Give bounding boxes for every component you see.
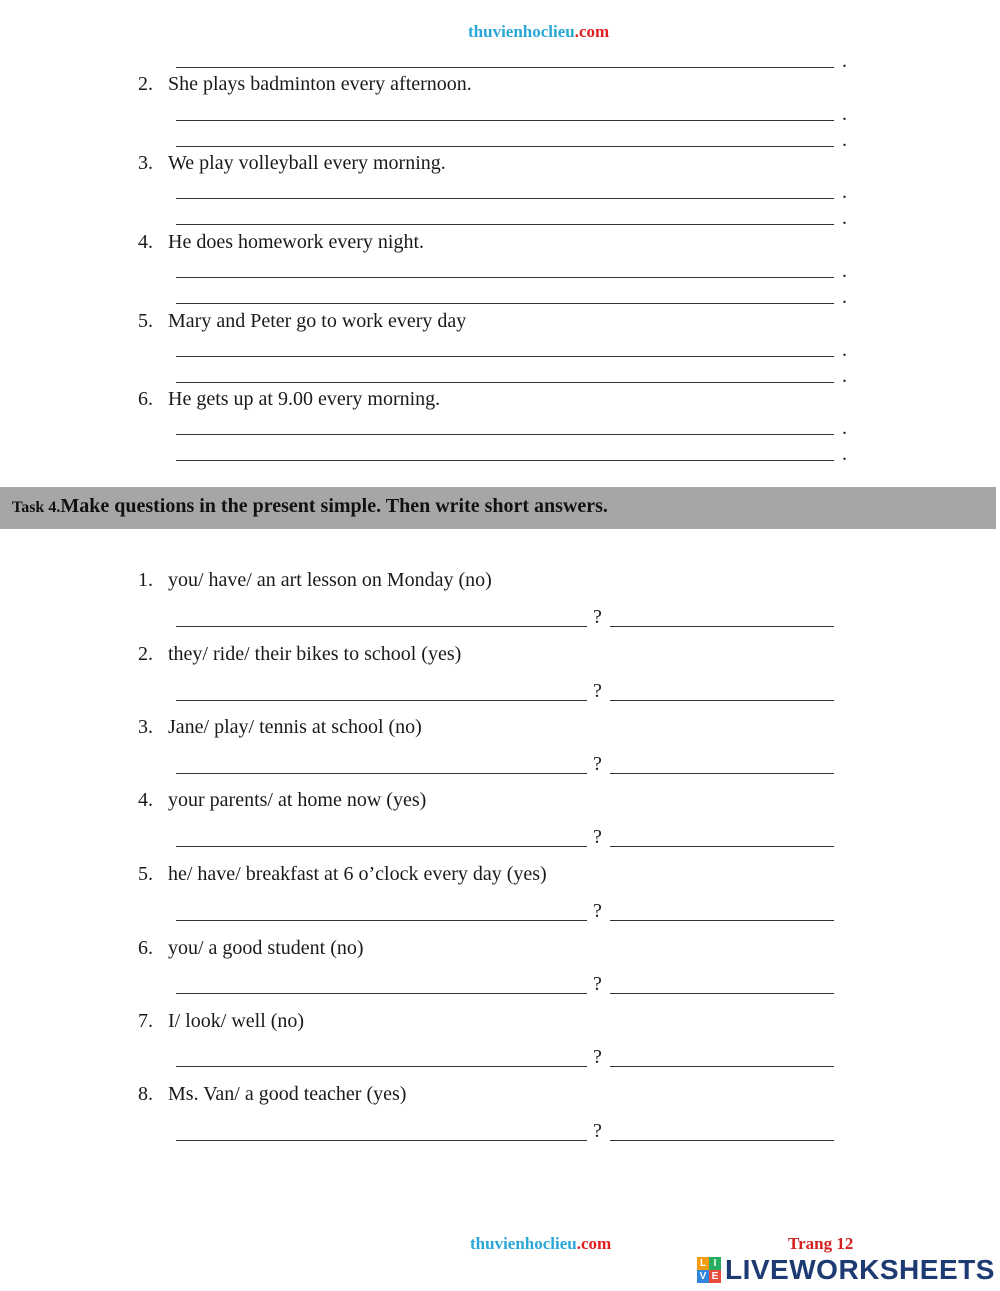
logo-letter-v: V	[697, 1270, 709, 1283]
task4-item-3	[138, 715, 422, 739]
item-text: Mary and Peter go to work every day	[168, 310, 467, 332]
line-period: .	[842, 417, 847, 439]
short-answer-line[interactable]	[610, 920, 834, 921]
question-line[interactable]	[176, 1066, 587, 1067]
question-mark: ?	[593, 753, 602, 775]
item-text: Jane/ play/ tennis at school (no)	[168, 716, 422, 738]
task4-item-6	[138, 936, 364, 960]
question-mark: ?	[593, 973, 602, 995]
item-number: 7.	[138, 1010, 153, 1032]
line-period: .	[842, 181, 847, 203]
question-line[interactable]	[176, 773, 587, 774]
footer-logo-tld: .com	[576, 1234, 612, 1253]
question-line[interactable]	[176, 993, 587, 994]
task4-instruction: Make questions in the present simple. Then write short answers.	[60, 495, 608, 517]
question-line[interactable]	[176, 1140, 587, 1141]
liveworksheets-wordmark: LIVEWORKSHEETS	[725, 1254, 995, 1285]
line-period: .	[842, 286, 847, 308]
item-text: you/ have/ an art lesson on Monday (no)	[168, 569, 492, 591]
question-mark: ?	[593, 900, 602, 922]
answer-line[interactable]	[176, 460, 834, 461]
liveworksheets-logo-icon	[697, 1257, 721, 1283]
short-answer-line[interactable]	[610, 700, 834, 701]
short-answer-line[interactable]	[610, 626, 834, 627]
answer-line[interactable]	[176, 303, 834, 304]
logo-letter-l: L	[697, 1257, 709, 1270]
short-answer-line[interactable]	[610, 773, 834, 774]
item-number: 5.	[138, 310, 153, 332]
task4-item-5	[138, 862, 547, 886]
task4-item-1	[138, 568, 492, 592]
item-text: She plays badminton every afternoon.	[168, 73, 472, 95]
item-text: He gets up at 9.00 every morning.	[168, 388, 441, 410]
question-line[interactable]	[176, 700, 587, 701]
item-text: Ms. Van/ a good teacher (yes)	[168, 1083, 407, 1105]
item-text: you/ a good student (no)	[168, 937, 364, 959]
item-text: I/ look/ well (no)	[168, 1010, 305, 1032]
question-line[interactable]	[176, 846, 587, 847]
item-text: they/ ride/ their bikes to school (yes)	[168, 643, 462, 665]
footer-logo-main: thuvienhoclieu	[470, 1234, 577, 1253]
item-number: 2.	[138, 73, 153, 95]
item-number: 2.	[138, 643, 153, 665]
task4-item-2	[138, 642, 461, 666]
line-period: .	[842, 443, 847, 465]
task3-item-5	[138, 309, 466, 333]
header-logo-main: thuvienhoclieu	[468, 22, 575, 41]
line-period: .	[842, 260, 847, 282]
task3-item-3	[138, 151, 446, 175]
item-number: 3.	[138, 152, 153, 174]
answer-line[interactable]	[176, 146, 834, 147]
task4-header-bar	[0, 487, 996, 529]
item-number: 4.	[138, 789, 153, 811]
logo-letter-i: I	[709, 1257, 721, 1270]
item-number: 3.	[138, 716, 153, 738]
question-mark: ?	[593, 1046, 602, 1068]
footer-site-logo[interactable]	[470, 1234, 611, 1254]
question-line[interactable]	[176, 920, 587, 921]
header-logo-tld: .com	[574, 22, 610, 41]
answer-line[interactable]	[176, 67, 834, 68]
task4-title	[12, 495, 608, 518]
answer-line[interactable]	[176, 198, 834, 199]
question-mark: ?	[593, 826, 602, 848]
task3-item-6	[138, 387, 440, 411]
line-period: .	[842, 207, 847, 229]
question-line[interactable]	[176, 626, 587, 627]
answer-line[interactable]	[176, 434, 834, 435]
item-number: 5.	[138, 863, 153, 885]
item-text: We play volleyball every morning.	[168, 152, 446, 174]
item-text: your parents/ at home now (yes)	[168, 789, 427, 811]
short-answer-line[interactable]	[610, 1140, 834, 1141]
question-mark: ?	[593, 680, 602, 702]
line-period: .	[842, 103, 847, 125]
task4-item-4	[138, 788, 426, 812]
task4-number: Task 4.	[12, 499, 61, 516]
liveworksheets-brand[interactable]	[697, 1254, 995, 1286]
answer-line[interactable]	[176, 277, 834, 278]
item-text: He does homework every night.	[168, 231, 425, 253]
item-number: 8.	[138, 1083, 153, 1105]
answer-line[interactable]	[176, 224, 834, 225]
line-period: .	[842, 339, 847, 361]
short-answer-line[interactable]	[610, 1066, 834, 1067]
item-number: 6.	[138, 388, 153, 410]
question-mark: ?	[593, 1120, 602, 1142]
logo-letter-e: E	[709, 1270, 721, 1283]
line-period: .	[842, 50, 847, 72]
short-answer-line[interactable]	[610, 846, 834, 847]
task4-item-7	[138, 1009, 304, 1033]
answer-line[interactable]	[176, 356, 834, 357]
item-number: 6.	[138, 937, 153, 959]
answer-line[interactable]	[176, 382, 834, 383]
item-text: he/ have/ breakfast at 6 o’clock every day (yes)	[168, 863, 547, 885]
answer-line[interactable]	[176, 120, 834, 121]
question-mark: ?	[593, 606, 602, 628]
task4-item-8	[138, 1082, 406, 1106]
task3-item-2	[138, 72, 472, 96]
item-number: 4.	[138, 231, 153, 253]
task3-item-4	[138, 230, 424, 254]
line-period: .	[842, 129, 847, 151]
short-answer-line[interactable]	[610, 993, 834, 994]
header-site-logo[interactable]	[468, 22, 609, 42]
item-number: 1.	[138, 569, 153, 591]
page-number: Trang 12	[788, 1234, 854, 1253]
line-period: .	[842, 365, 847, 387]
